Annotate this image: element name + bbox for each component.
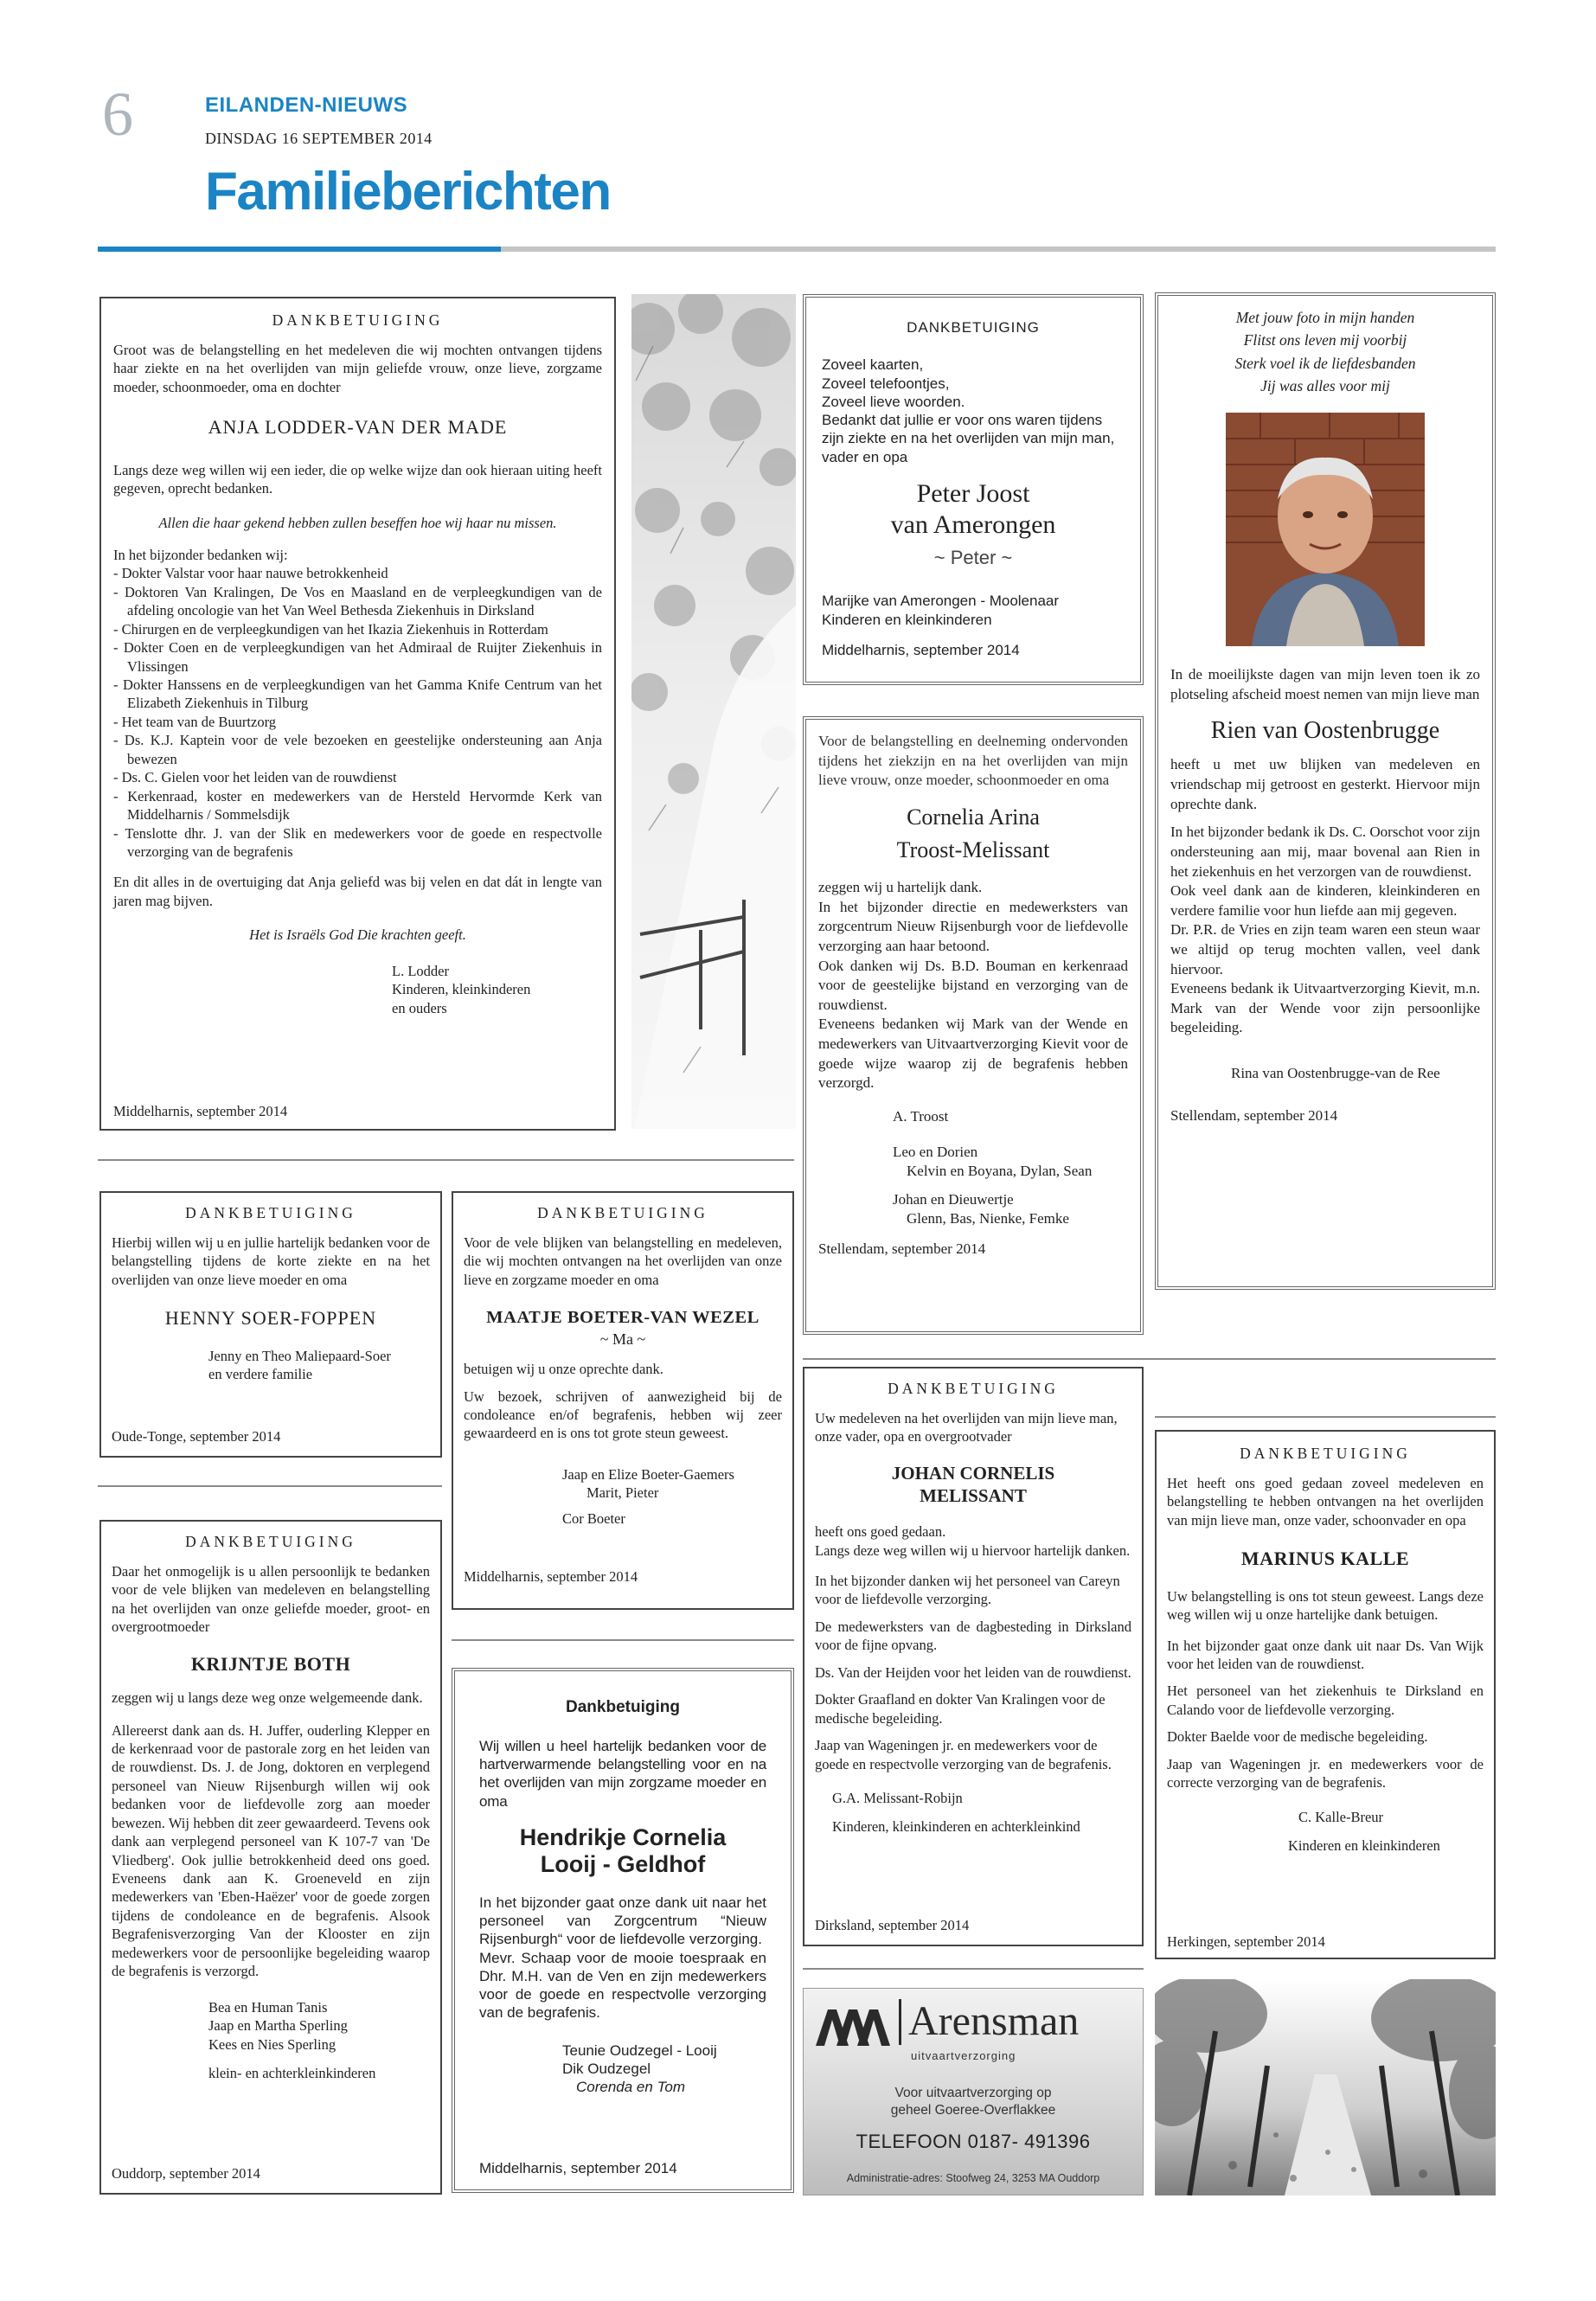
arensman-logo-icon — [814, 2004, 894, 2049]
ad-heading: DANKBETUIGING — [888, 1380, 1059, 1397]
ad-paragraph: Het personeel van het ziekenhuis te Dirksland en Calando voor de liefdevolle verzorging. — [1167, 1682, 1484, 1718]
ad-paragraph: Uw belangstelling is ons tot steun geweest. Langs deze weg willen wij u onze hartelijke dank betuigen. — [1167, 1587, 1484, 1624]
poem-line: Sterk voel ik de liefdesbanden — [1234, 354, 1416, 372]
family-line: en verdere familie — [208, 1366, 313, 1383]
ad-lodder — [99, 297, 616, 1131]
ad-intro: Uw medeleven na het overlijden van mijn lieve man, onze vader, opa en overgrootvader — [815, 1409, 1118, 1445]
advert-brand: Arensman — [899, 1999, 1079, 2045]
ad-intro: In de moeilijkste dagen van mijn leven toen ik zo plotseling afscheid moest nemen van mijn lieve man — [1170, 666, 1480, 702]
ad-troost-melissant — [803, 716, 1144, 1335]
ad-heading: DANKBETUIGING — [1240, 1445, 1411, 1462]
list-item: - Chirurgen en de verpleegkundigen van het Ikazia Ziekenhuis in Rotterdam — [113, 620, 602, 638]
separator — [803, 1358, 1496, 1360]
signature-line: Rina van Oostenbrugge-van de Ree — [1231, 1064, 1440, 1081]
ad-paragraph: zeggen wij u langs deze weg onze welgemeende dank. — [112, 1689, 423, 1707]
nickname: ~ Peter ~ — [933, 546, 1013, 568]
advert-address: Administratie-adres: Stoofweg 24, 3253 MA Ouddorp — [846, 2172, 1100, 2184]
ad-paragraph: Allereerst dank aan ds. H. Juffer, ouderling Klepper en de kerkenraad voor de pastorale zorg en het leiden van de rouwdienst. Ds. J. de Jong, doktoren en verplegend personeel van Nieuw Rijsenburgh willen wij ook bedanken voor de liefdevolle zorg aan moeder bewezen. Wij hebben dit zeer gewaardeerd. Tevens ook dank aan verplegend personeel van K 107-7 van 'De Vliedberg'. Ook jullie betrokkenheid deed ons goed. Eveneens dank aan K. Groeneveld en zijn medewerkers van 'Eben-Haëzer' voor de goede zorgen tijdens de condoleance en de begrafenis. Alsook Begrafenisverzorging Van der Klooster en zijn medewerkers voor de persoonlijke begeleiding waarop de begrafenis is verzorgd. — [112, 1721, 430, 1980]
family-line: G.A. Melissant-Robijn — [832, 1789, 963, 1806]
family-line: Leo en Dorien — [893, 1143, 978, 1160]
name-line: Cornelia Arina — [907, 804, 1040, 830]
advert-line: Voor uitvaartverzorging op — [894, 2086, 1052, 2100]
ad-paragraph: Dr. P.R. de Vries en zijn team waren een steun waar we altijd op terug mochten vallen, veel dank hiervoor. — [1170, 921, 1480, 977]
list-item: - Ds. K.J. Kaptein voor de vele bezoeken en geestelijke ondersteuning aan Anja bewezen — [113, 731, 602, 768]
issue-date: DINSDAG 16 SEPTEMBER 2014 — [205, 130, 433, 147]
portrait-photo — [1226, 413, 1425, 646]
ad-paragraph: In het bijzonder bedank ik Ds. C. Oorschot voor zijn ondersteuning aan mij, maar bovenal aan Rien in het ziekenhuis en het verzorgen van de rouwdienst. — [1170, 824, 1480, 880]
poem — [1170, 306, 1480, 397]
family — [112, 1998, 430, 2083]
family-line: Kinderen en kleinkinderen — [822, 611, 992, 628]
ad-paragraph: In het bijzonder directie en medewerksters van zorgcentrum Nieuw Rijsenburgh voor de liefdevolle verzorging aan haar betoond. — [818, 898, 1128, 955]
family-line: Glenn, Bas, Nienke, Femke — [907, 1210, 1069, 1227]
family-line: Johan en Dieuwertje — [893, 1190, 1014, 1208]
family-line: Dik Oudzegel — [562, 2060, 651, 2077]
ad-paragraph: zeggen wij u hartelijk dank. — [818, 879, 983, 896]
separator — [98, 1159, 794, 1161]
poem-line: Jij was alles voor mij — [1260, 376, 1390, 394]
list-item: - Dokter Hanssens en de verpleegkundigen van het Gamma Knife Centrum van het Elizabeth Ziekenhuis in Tilburg — [113, 676, 602, 713]
deceased-name — [479, 1824, 766, 1878]
separator — [98, 1485, 442, 1487]
ad-heading: DANKBETUIGING — [537, 1204, 708, 1221]
thanks-list — [113, 564, 602, 861]
ad-melissant — [803, 1367, 1144, 1946]
place-date: Stellendam, september 2014 — [818, 1240, 986, 1257]
ad-boeter-van-wezel — [452, 1191, 794, 1610]
ad-paragraph: Jaap van Wageningen jr. en medewerkers voor de goede en respectvolle verzorging van de begrafenis. — [815, 1737, 1112, 1772]
ad-paragraph: In het bijzonder gaat onze dank uit naar Ds. Van Wijk voor het leiden van de rouwdienst. — [1167, 1637, 1484, 1672]
family-line: Kees en Nies Sperling — [208, 2035, 337, 2053]
ad-paragraph: En dit alles in de overtuiging dat Anja geliefd was bij velen en dat dát in lengte van jaren mag bijven. — [113, 874, 602, 909]
place-date: Dirksland, september 2014 — [815, 1916, 970, 1933]
ad-paragraph: In het bijzonder danken wij het personeel van Careyn voor de liefdevolle verzorging. — [815, 1573, 1120, 1608]
signature-line: L. Lodder — [392, 962, 449, 979]
deceased-name: Rien van Oostenbrugge — [1210, 717, 1440, 745]
family-line: Corenda en Tom — [576, 2079, 686, 2096]
place-date: Middelharnis, september 2014 — [113, 1102, 288, 1119]
ad-paragraph: Ook veel dank aan de kinderen, kleinkinderen en verdere familie voor hun liefde aan mij gegeven. — [1170, 882, 1480, 919]
ad-heading: DANKBETUIGING — [272, 311, 444, 329]
ad-paragraph: Uw bezoek, schrijven of aanwezigheid bij de condoleance en/of begrafenis, hebben wij zeer gewaardeerd en is ons tot grote steun geweest. — [464, 1388, 782, 1442]
ad-paragraph: heeft ons goed gedaan. — [815, 1523, 946, 1541]
signature-line: en ouders — [392, 999, 447, 1016]
ad-paragraph: heeft u met uw blijken van medeleven en vriendschap mij getroost en gesterkt. Hiervoor mijn oprechte dank. — [1170, 756, 1480, 812]
arensman-advert — [803, 1988, 1144, 2195]
ad-heading: DANKBETUIGING — [907, 319, 1040, 336]
ad-kalle — [1155, 1430, 1496, 1959]
list-item: - Het team van de Buurtzorg — [113, 713, 602, 731]
signatures — [113, 962, 602, 1017]
advert-line: geheel Goeree-Overflakkee — [890, 2103, 1056, 2118]
ad-intro: Voor de vele blijken van belangstelling en medeleven, die wij mochten ontvangen na het overlijden van onze lieve en zorgzame moeder en oma — [464, 1234, 782, 1288]
family-line: Kinderen, kleinkinderen en achterkleinkind — [832, 1818, 1080, 1836]
ad-paragraph: Eveneens bedank ik Uitvaartverzorging Kievit, m.n. Mark van der Wende voor zijn persoonlijke begeleiding. — [1170, 980, 1480, 1036]
ad-van-amerongen — [803, 294, 1144, 685]
deceased-name: HENNY SOER-FOPPEN — [164, 1307, 377, 1330]
family-line: A. Troost — [893, 1107, 949, 1125]
family-line: Marijke van Amerongen - Moolenaar — [822, 593, 1060, 610]
name-line: MELISSANT — [920, 1484, 1027, 1506]
place-date: Herkingen, september 2014 — [1167, 1932, 1325, 1950]
ad-line: Zoveel telefoontjes, — [822, 375, 950, 392]
family-line: Kinderen en kleinkinderen — [1288, 1837, 1440, 1855]
ad-intro: Het heeft ons goed gedaan zoveel medeleven en belangstelling te hebben ontvangen na het overlijden van mijn lieve man, onze vader, schoonvader en opa — [1167, 1474, 1484, 1529]
deceased-name: ANJA LODDER-VAN DER MADE — [208, 416, 508, 439]
ad-heading: DANKBETUIGING — [185, 1204, 356, 1221]
advert-phone: TELEFOON 0187- 491396 — [856, 2131, 1091, 2152]
family-line: klein- en achterkleinkinderen — [208, 2064, 376, 2081]
name-line: Troost-Melissant — [896, 836, 1050, 862]
family-line: Bea en Human Tanis — [208, 1998, 328, 2016]
place-date: Middelharnis, september 2014 — [479, 2159, 677, 2176]
name-line: Hendrikje Cornelia — [519, 1823, 727, 1850]
ad-intro: Hierbij willen wij u en jullie hartelijk bedanken voor de belangstelling tijdens de korte ziekte en na het overlijden van onze lieve moeder en oma — [112, 1234, 430, 1288]
ad-paragraph: Ds. Van der Heijden voor het leiden van de rouwdienst. — [815, 1663, 1131, 1681]
page-number: 6 — [102, 80, 133, 149]
deceased-name: KRIJNTJE BOTH — [190, 1652, 351, 1675]
ad-paragraph: betuigen wij u onze oprechte dank. — [464, 1361, 663, 1378]
family — [112, 1347, 430, 1384]
poem-line: Flitst ons leven mij voorbij — [1243, 331, 1407, 349]
forest-path-photo — [631, 294, 796, 1129]
family-line: Jaap en Elize Boeter-Gaemers — [562, 1465, 734, 1483]
ad-quote: Het is Israëls God Die krachten geeft. — [249, 926, 466, 944]
family — [479, 2041, 766, 2097]
ad-both — [99, 1520, 442, 2195]
ad-soer-foppen — [99, 1191, 442, 1458]
ad-intro: Daar het onmogelijk is u allen persoonlijk te bedanken voor de vele blijken van medeleven en belangstelling na het overlijden van onze geliefde moeder, groot- en overgrootmoeder — [112, 1562, 430, 1636]
ad-paragraph: Ook danken wij Ds. B.D. Bouman en kerkenraad voor de geestelijke bijstand en verzorging van de rouwdienst. — [818, 957, 1128, 1013]
ad-van-oostenbrugge — [1155, 292, 1496, 1290]
ad-line: Zoveel lieve woorden. — [822, 393, 965, 410]
ad-line: Zoveel kaarten, — [822, 356, 924, 374]
family — [464, 1465, 782, 1528]
ad-paragraph: Eveneens bedanken wij Mark van der Wende en medewerkers van Uitvaartverzorging Kievit voor de goede wijze waarop zij de begrafenis hebben verzorgd. — [818, 1016, 1128, 1092]
place-date: Stellendam, september 2014 — [1170, 1106, 1338, 1124]
separator — [452, 1639, 794, 1641]
family — [815, 1789, 1131, 1836]
family-line: Jaap en Martha Sperling — [208, 2017, 348, 2035]
separator — [1155, 1416, 1496, 1418]
ad-paragraph: Langs deze weg willen wij een ieder, die op welke wijze dan ook hieraan uiting heeft gegeven, oprecht bedanken. — [113, 461, 602, 497]
name-line: JOHAN CORNELIS — [891, 1462, 1055, 1484]
place-date: Middelharnis, september 2014 — [822, 641, 1020, 658]
advert-subtitle: uitvaartverzorging — [911, 2049, 1016, 2062]
name-line: van Amerongen — [890, 510, 1056, 539]
ad-paragraph: Mevr. Schaap voor de mooie toespraak en Dhr. M.H. van de Ven en zijn medewerkers voor de goede en respectvolle verzorging van de begrafenis. — [479, 1949, 766, 2022]
list-intro: In het bijzonder bedanken wij: — [113, 546, 288, 563]
ad-intro: Wij willen u heel hartelijk bedanken voor de hartverwarmende belangstelling voor en na het overlijden van mijn zorgzame moeder en oma — [479, 1737, 766, 1810]
deceased-name — [815, 1462, 1131, 1508]
deceased-name — [818, 801, 1128, 866]
deceased-name: MAATJE BOETER-VAN WEZEL — [486, 1308, 760, 1328]
place-date: Oude-Tonge, september 2014 — [112, 1427, 281, 1445]
family — [818, 1107, 1128, 1229]
ad-paragraph: De medewerksters van de dagbesteding in Dirksland voor de fijne opvang. — [815, 1618, 1131, 1654]
name-line: Peter Joost — [916, 478, 1030, 508]
list-item: - Dokter Valstar voor haar nauwe betrokkenheid — [113, 564, 602, 582]
family-line: Jenny en Theo Maliepaard-Soer — [208, 1347, 391, 1364]
ad-paragraph: Dokter Graafland en dokter Van Kralingen voor de medische begeleiding. — [815, 1691, 1106, 1727]
section-title: Familieberichten — [205, 162, 611, 221]
ad-paragraph: Jaap van Wageningen jr. en medewerkers voor de correcte verzorging van de begrafenis. — [1167, 1755, 1484, 1791]
deceased-name — [822, 478, 1125, 541]
autumn-lane-photo — [1155, 1979, 1496, 2195]
ad-intro: Voor de belangstelling en deelneming ondervonden tijdens het ziekzijn en na het overlijden van mijn lieve vrouw, onze moeder, schoonmoeder en oma — [818, 733, 1128, 789]
list-item: - Dokter Coen en de verpleegkundigen van het Admiraal de Ruijter Ziekenhuis in Vlissingen — [113, 638, 602, 676]
ad-intro: Groot was de belangstelling en het medeleven die wij mochten ontvangen tijdens haar ziekte en na het overlijden van mijn geliefde vrouw, onze lieve, zorgzame moeder, schoonmoeder, oma en dochter — [113, 341, 602, 395]
ad-paragraph: Dokter Baelde voor de medische begeleiding. — [1167, 1728, 1428, 1746]
family-line: Kelvin en Boyana, Dylan, Sean — [907, 1163, 1093, 1180]
family-line: C. Kalle-Breur — [1298, 1808, 1384, 1825]
ad-heading: DANKBETUIGING — [185, 1533, 356, 1550]
name-line: Looij - Geldhof — [540, 1850, 706, 1877]
header-rule-accent — [98, 247, 501, 252]
family-line: Marit, Pieter — [586, 1484, 659, 1502]
newspaper-logo: EILANDEN-NIEUWS — [205, 93, 408, 117]
place-date: Middelharnis, september 2014 — [464, 1567, 638, 1585]
family-line: Teunie Oudzegel - Looij — [562, 2041, 717, 2059]
poem-line: Met jouw foto in mijn handen — [1235, 309, 1415, 326]
ad-quote: Allen die haar gekend hebben zullen beseffen hoe wij haar nu missen. — [158, 514, 557, 531]
ad-heading: Dankbetuiging — [566, 1698, 680, 1716]
ad-looij-geldhof — [452, 1668, 794, 2193]
list-item: - Doktoren Van Kralingen, De Vos en Maasland en de verpleegkundigen van de afdeling oncologie van het Van Weel Bethesda Ziekenhuis in Dirksland — [113, 583, 602, 620]
deceased-name: MARINUS KALLE — [1240, 1548, 1410, 1570]
separator — [803, 1968, 1144, 1970]
ad-line: Bedankt dat jullie er voor ons waren tijdens zijn ziekte en na het overlijden van mijn man, vader en opa — [822, 412, 1115, 465]
ad-paragraph: In het bijzonder gaat onze dank uit naar het personeel van Zorgcentrum “Nieuw Rijsenburgh“ voor de liefdevolle verzorging. — [479, 1894, 766, 1948]
ad-paragraph: Langs deze weg willen wij u hiervoor hartelijk danken. — [815, 1541, 1131, 1559]
list-item: - Ds. C. Gielen voor het leiden van de rouwdienst — [113, 768, 602, 786]
family-line: Cor Boeter — [562, 1509, 625, 1527]
signature-line: Kinderen, kleinkinderen — [392, 981, 531, 998]
place-date: Ouddorp, september 2014 — [112, 2164, 260, 2182]
family — [1167, 1808, 1484, 1856]
list-item: - Tenslotte dhr. J. van der Slik en medewerkers voor de goede en respectvolle verzorging van de begrafenis — [113, 824, 602, 862]
list-item: - Kerkenraad, koster en medewerkers van de Hersteld Hervormde Kerk van Middelharnis / Sommelsdijk — [113, 787, 602, 824]
header-rule — [501, 247, 1496, 252]
nickname: ~ Ma ~ — [599, 1330, 646, 1348]
